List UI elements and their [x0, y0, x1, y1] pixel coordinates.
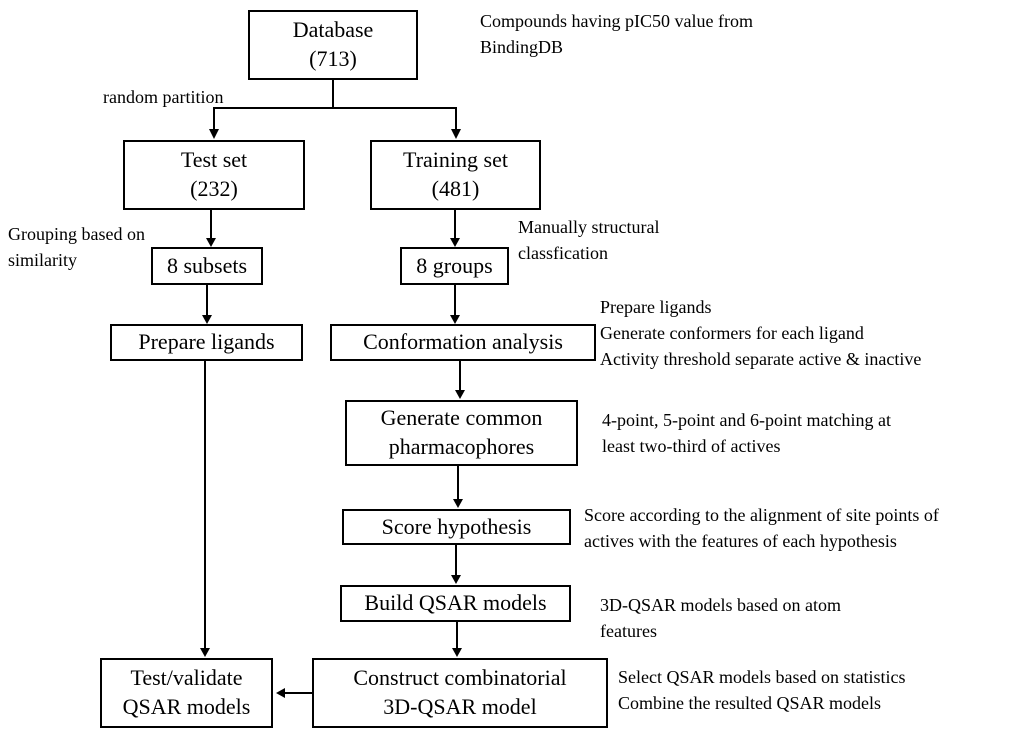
arrow-to-training-set — [451, 107, 461, 139]
node-build-qsar-models-line-1: Build QSAR models — [364, 590, 547, 616]
node-subsets-line-1: 8 subsets — [166, 252, 248, 278]
arrow-construct-to-validate — [276, 688, 312, 698]
annotation-ligand-prep-line-2: Generate conformers for each ligand — [600, 323, 864, 344]
annotation-matching-line-2: least two-third of actives — [602, 436, 781, 457]
node-test-validate — [100, 658, 273, 728]
annotation-random-partition — [103, 84, 223, 110]
node-score-hypothesis — [342, 509, 571, 545]
annotation-scoring-line-1: Score according to the alignment of site points of — [584, 505, 939, 525]
annotation-ligand-prep-line-1: Prepare ligands — [600, 297, 712, 317]
arrow-build-to-construct — [452, 622, 462, 657]
arrow-database-split — [213, 80, 457, 108]
node-prepare-ligands-line-1: Prepare ligands — [138, 329, 275, 355]
node-construct-combinatorial-line-1: Construct combinatorial — [353, 665, 567, 691]
annotation-manual-classification — [518, 214, 659, 266]
node-test-validate-line-1: Test/validate — [130, 665, 243, 691]
node-test-validate-line-2: QSAR models — [122, 694, 251, 719]
arrow-to-test-set — [209, 107, 219, 139]
node-generate-pharmacophores — [345, 400, 578, 466]
node-database-line-1: Database — [292, 17, 374, 43]
node-training-set-line-1: Training set — [403, 147, 508, 173]
node-subsets — [151, 247, 263, 285]
annotation-ligand-prep-line-3: Activity threshold separate active & inactive — [600, 349, 922, 370]
node-conformation-analysis-line-1: Conformation analysis — [363, 329, 563, 355]
annotation-model-selection-line-1: Select QSAR models based on statistics — [618, 667, 906, 687]
annotation-matching-line-1: 4-point, 5-point and 6-point matching at — [602, 410, 891, 430]
annotation-atom-features — [600, 592, 841, 644]
node-database-line-2: (713) — [309, 46, 357, 71]
annotation-ligand-prep — [600, 294, 921, 372]
node-score-hypothesis-line-1: Score hypothesis — [381, 513, 532, 539]
node-database — [248, 10, 418, 80]
annotation-bindingdb-line-2: BindingDB — [480, 37, 564, 58]
annotation-grouping — [8, 221, 145, 273]
arrow-prepare-ligands-to-validate — [200, 361, 210, 657]
arrow-conformation-to-pharmacophores — [455, 361, 465, 399]
annotation-atom-features-line-1: 3D-QSAR models based on atom — [600, 595, 841, 615]
node-construct-combinatorial — [312, 658, 608, 728]
arrow-groups-to-conformation — [450, 285, 460, 324]
annotation-matching — [602, 407, 891, 459]
node-training-set-line-2: (481) — [431, 176, 480, 201]
annotation-manual-classification-line-1: Manually structural — [518, 217, 660, 237]
annotation-scoring-line-2: actives with the features of each hypothesis — [584, 531, 897, 552]
node-test-set — [123, 140, 305, 210]
arrow-training-set-to-groups — [450, 210, 460, 247]
arrow-test-set-to-subsets — [206, 210, 216, 247]
annotation-grouping-line-2: similarity — [8, 250, 77, 271]
arrow-subsets-to-prepare-ligands — [202, 285, 212, 324]
arrow-pharmacophores-to-score — [453, 466, 463, 508]
node-conformation-analysis — [330, 324, 596, 361]
node-test-set-line-2: (232) — [190, 176, 238, 201]
node-generate-pharmacophores-line-2: pharmacophores — [388, 434, 535, 459]
annotation-model-selection-line-2: Combine the resulted QSAR models — [618, 693, 881, 714]
arrow-score-to-build — [451, 545, 461, 584]
node-build-qsar-models — [340, 585, 571, 622]
node-groups-line-1: 8 groups — [416, 252, 493, 278]
node-test-set-line-1: Test set — [180, 147, 248, 173]
annotation-model-selection — [618, 664, 905, 716]
annotation-bindingdb — [480, 8, 753, 60]
annotation-random-partition-line-1: random partition — [103, 87, 224, 107]
node-groups — [400, 247, 509, 285]
node-training-set — [370, 140, 541, 210]
node-generate-pharmacophores-line-1: Generate common — [380, 405, 543, 431]
annotation-grouping-line-1: Grouping based on — [8, 224, 145, 244]
node-prepare-ligands — [110, 324, 303, 361]
annotation-bindingdb-line-1: Compounds having pIC50 value from — [480, 11, 753, 31]
node-construct-combinatorial-line-2: 3D-QSAR model — [383, 694, 537, 719]
annotation-manual-classification-line-2: classfication — [518, 243, 608, 264]
annotation-atom-features-line-2: features — [600, 621, 657, 642]
annotation-scoring — [584, 502, 939, 554]
